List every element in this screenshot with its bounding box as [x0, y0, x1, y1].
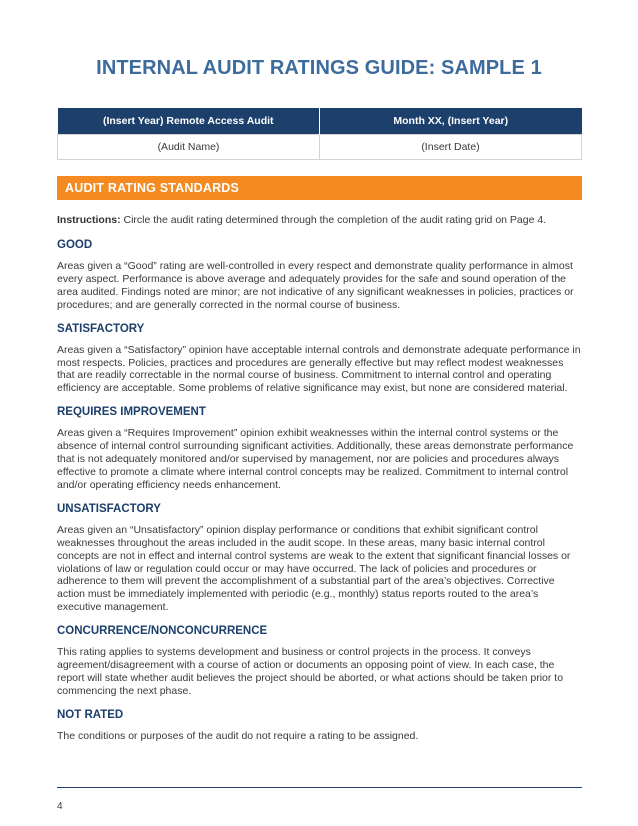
audit-title-header: (Insert Year) Remote Access Audit [58, 108, 320, 135]
rating-desc-requires-improvement: Areas given a “Requires Improvement” opinion exhibit weaknesses within the internal control systems or the absence of internal control surrounding significant activities. Additionally, these areas demonstrate performance that is not adequately monitored and/or supervised by management, nor are policies and procedures always effective to promote a climate where internal control concepts may be realized. Commitment to internal control and/or operating efficiency needs enhancement. [57, 427, 574, 491]
rating-desc-satisfactory: Areas given a “Satisfactory” opinion have acceptable internal controls and demonstrate adequate performance in most respects. Policies, practices and procedures are generally effective but may reflect modest weaknesses that are readily correctable in the normal course of business. Commitment to internal control and operating efficiency are acceptable. Some problems of relative significance may exist, but none are considered material. [57, 343, 581, 395]
rating-desc-good: Areas given a “Good” rating are well-controlled in every respect and demonstrate quality performance in almost every aspect. Performance is above average and adequately provides for the safe and sound operation of the area audited. Findings noted are minor; are not indicative of any significant weaknesses in policies, practices or procedures; and are generally corrected in the normal course of business. [57, 260, 574, 311]
footer-divider [57, 787, 582, 788]
audit-name-cell: (Audit Name) [58, 135, 320, 160]
rating-title-requires-improvement: REQUIRES IMPROVEMENT [57, 406, 206, 419]
instructions-label: Instructions: [57, 214, 121, 226]
audit-date-cell: (Insert Date) [320, 135, 582, 160]
page-number: 4 [57, 801, 63, 812]
rating-title-concurrence: CONCURRENCE/NONCONCURRENCE [57, 625, 268, 638]
rating-standards-content [57, 214, 582, 754]
audit-date-header: Month XX, (Insert Year) [320, 108, 582, 135]
rating-desc-not-rated: The conditions or purposes of the audit do not require a rating to be assigned. [57, 729, 419, 742]
audit-info-table [57, 108, 582, 160]
rating-title-unsatisfactory: UNSATISFACTORY [57, 502, 161, 515]
rating-desc-concurrence: This rating applies to systems development and business or control projects in the process. It conveys agreement/disagreement with a course of action or documents an opposing point of view. In each case, the report will state whether audit believes the project should be aborted, or what actions should be taken prior to commencing the next phase. [57, 646, 564, 697]
rating-title-good: GOOD [57, 239, 93, 251]
table-header-row [58, 108, 582, 135]
rating-title-not-rated: NOT RATED [57, 708, 124, 721]
page-title: INTERNAL AUDIT RATINGS GUIDE: SAMPLE 1 [96, 57, 542, 79]
table-row [58, 135, 582, 160]
rating-desc-unsatisfactory: Areas given an “Unsatisfactory” opinion display performance or conditions that exhibit significant control weaknesses throughout the areas included in the audit scope. In these areas, many basic internal control concepts are not in effect and internal control systems are weak to the extent that significant financial losses or violations of law or regulation could occur or may have occurred. The lack of policies and procedures or adherence to them will prevent the accomplishment of a substantial part of the area’s objectives. Corrective action must be immediately implemented with periodic (e.g., monthly) status reports routed to the area’s executive management. [57, 523, 571, 614]
rating-title-satisfactory: SATISFACTORY [57, 322, 145, 335]
section-header: AUDIT RATING STANDARDS [57, 176, 582, 200]
instructions [57, 214, 582, 227]
instructions-text: Circle the audit rating determined through the completion of the audit rating grid on Page 4. [120, 214, 547, 226]
